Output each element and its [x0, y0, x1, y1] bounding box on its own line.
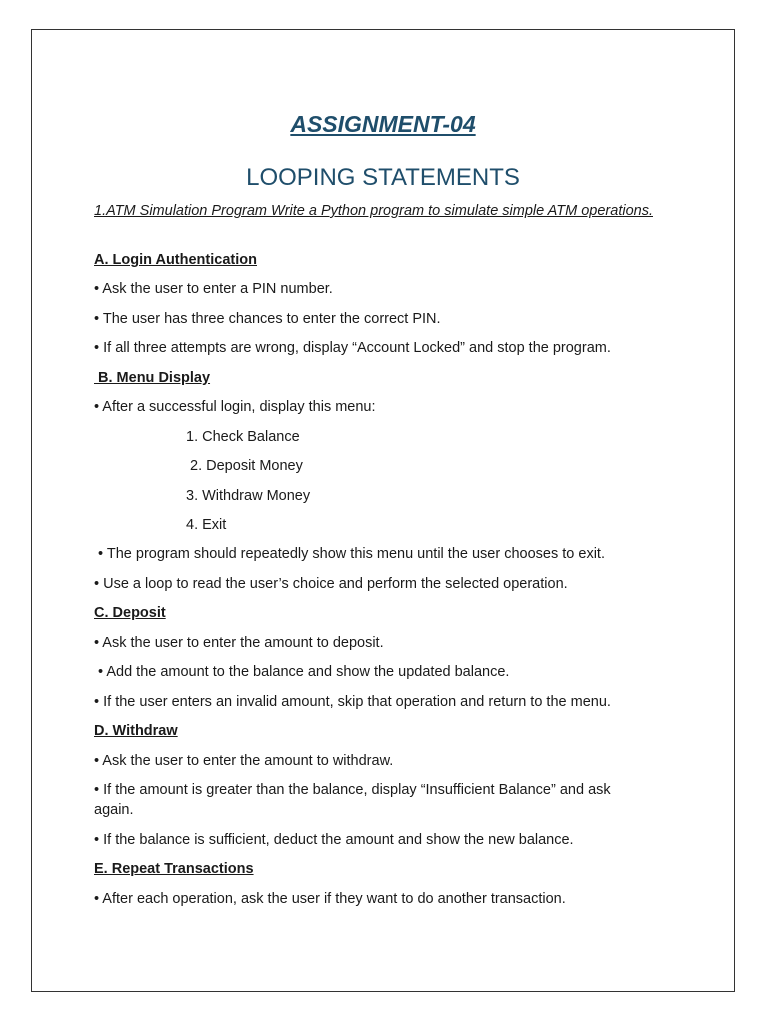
list-item: • If the user enters an invalid amount, skip that operation and return to the menu.: [94, 694, 611, 710]
section-heading-repeat: E. Repeat Transactions: [94, 861, 254, 877]
list-item: • If the amount is greater than the balance, display “Insufficient Balance” and ask again.: [94, 782, 611, 818]
list-item: • The user has three chances to enter the correct PIN.: [94, 311, 441, 327]
section-heading-menu: B. Menu Display: [94, 370, 211, 386]
list-item: • The program should repeatedly show this menu until the user chooses to exit.: [94, 546, 605, 562]
topic-subtitle: LOOPING STATEMENTS: [246, 164, 520, 191]
question-text: 1.ATM Simulation Program Write a Python program to simulate simple ATM operations.: [94, 203, 653, 219]
assignment-title: ASSIGNMENT-04: [290, 111, 476, 137]
list-item: • Ask the user to enter the amount to withdraw.: [94, 753, 394, 769]
list-item: • Use a loop to read the user’s choice and perform the selected operation.: [94, 576, 568, 592]
section-heading-withdraw: D. Withdraw: [94, 723, 178, 739]
menu-option: 4. Exit: [186, 517, 227, 533]
list-item: • If all three attempts are wrong, display “Account Locked” and stop the program.: [94, 340, 611, 356]
section-heading-login: A. Login Authentication: [94, 252, 257, 268]
list-item: • Add the amount to the balance and show the updated balance.: [94, 664, 510, 680]
menu-option: 3. Withdraw Money: [186, 488, 311, 504]
list-item: • Ask the user to enter the amount to deposit.: [94, 635, 384, 651]
list-item: • After a successful login, display this menu:: [94, 399, 376, 415]
document-page: [31, 29, 735, 992]
list-item: • Ask the user to enter a PIN number.: [94, 281, 333, 297]
list-item: • If the balance is sufficient, deduct the amount and show the new balance.: [94, 832, 574, 848]
menu-option: 2. Deposit Money: [186, 458, 303, 474]
list-item: • After each operation, ask the user if they want to do another transaction.: [94, 891, 566, 907]
section-heading-deposit: C. Deposit: [94, 605, 166, 621]
menu-option: 1. Check Balance: [186, 429, 300, 445]
